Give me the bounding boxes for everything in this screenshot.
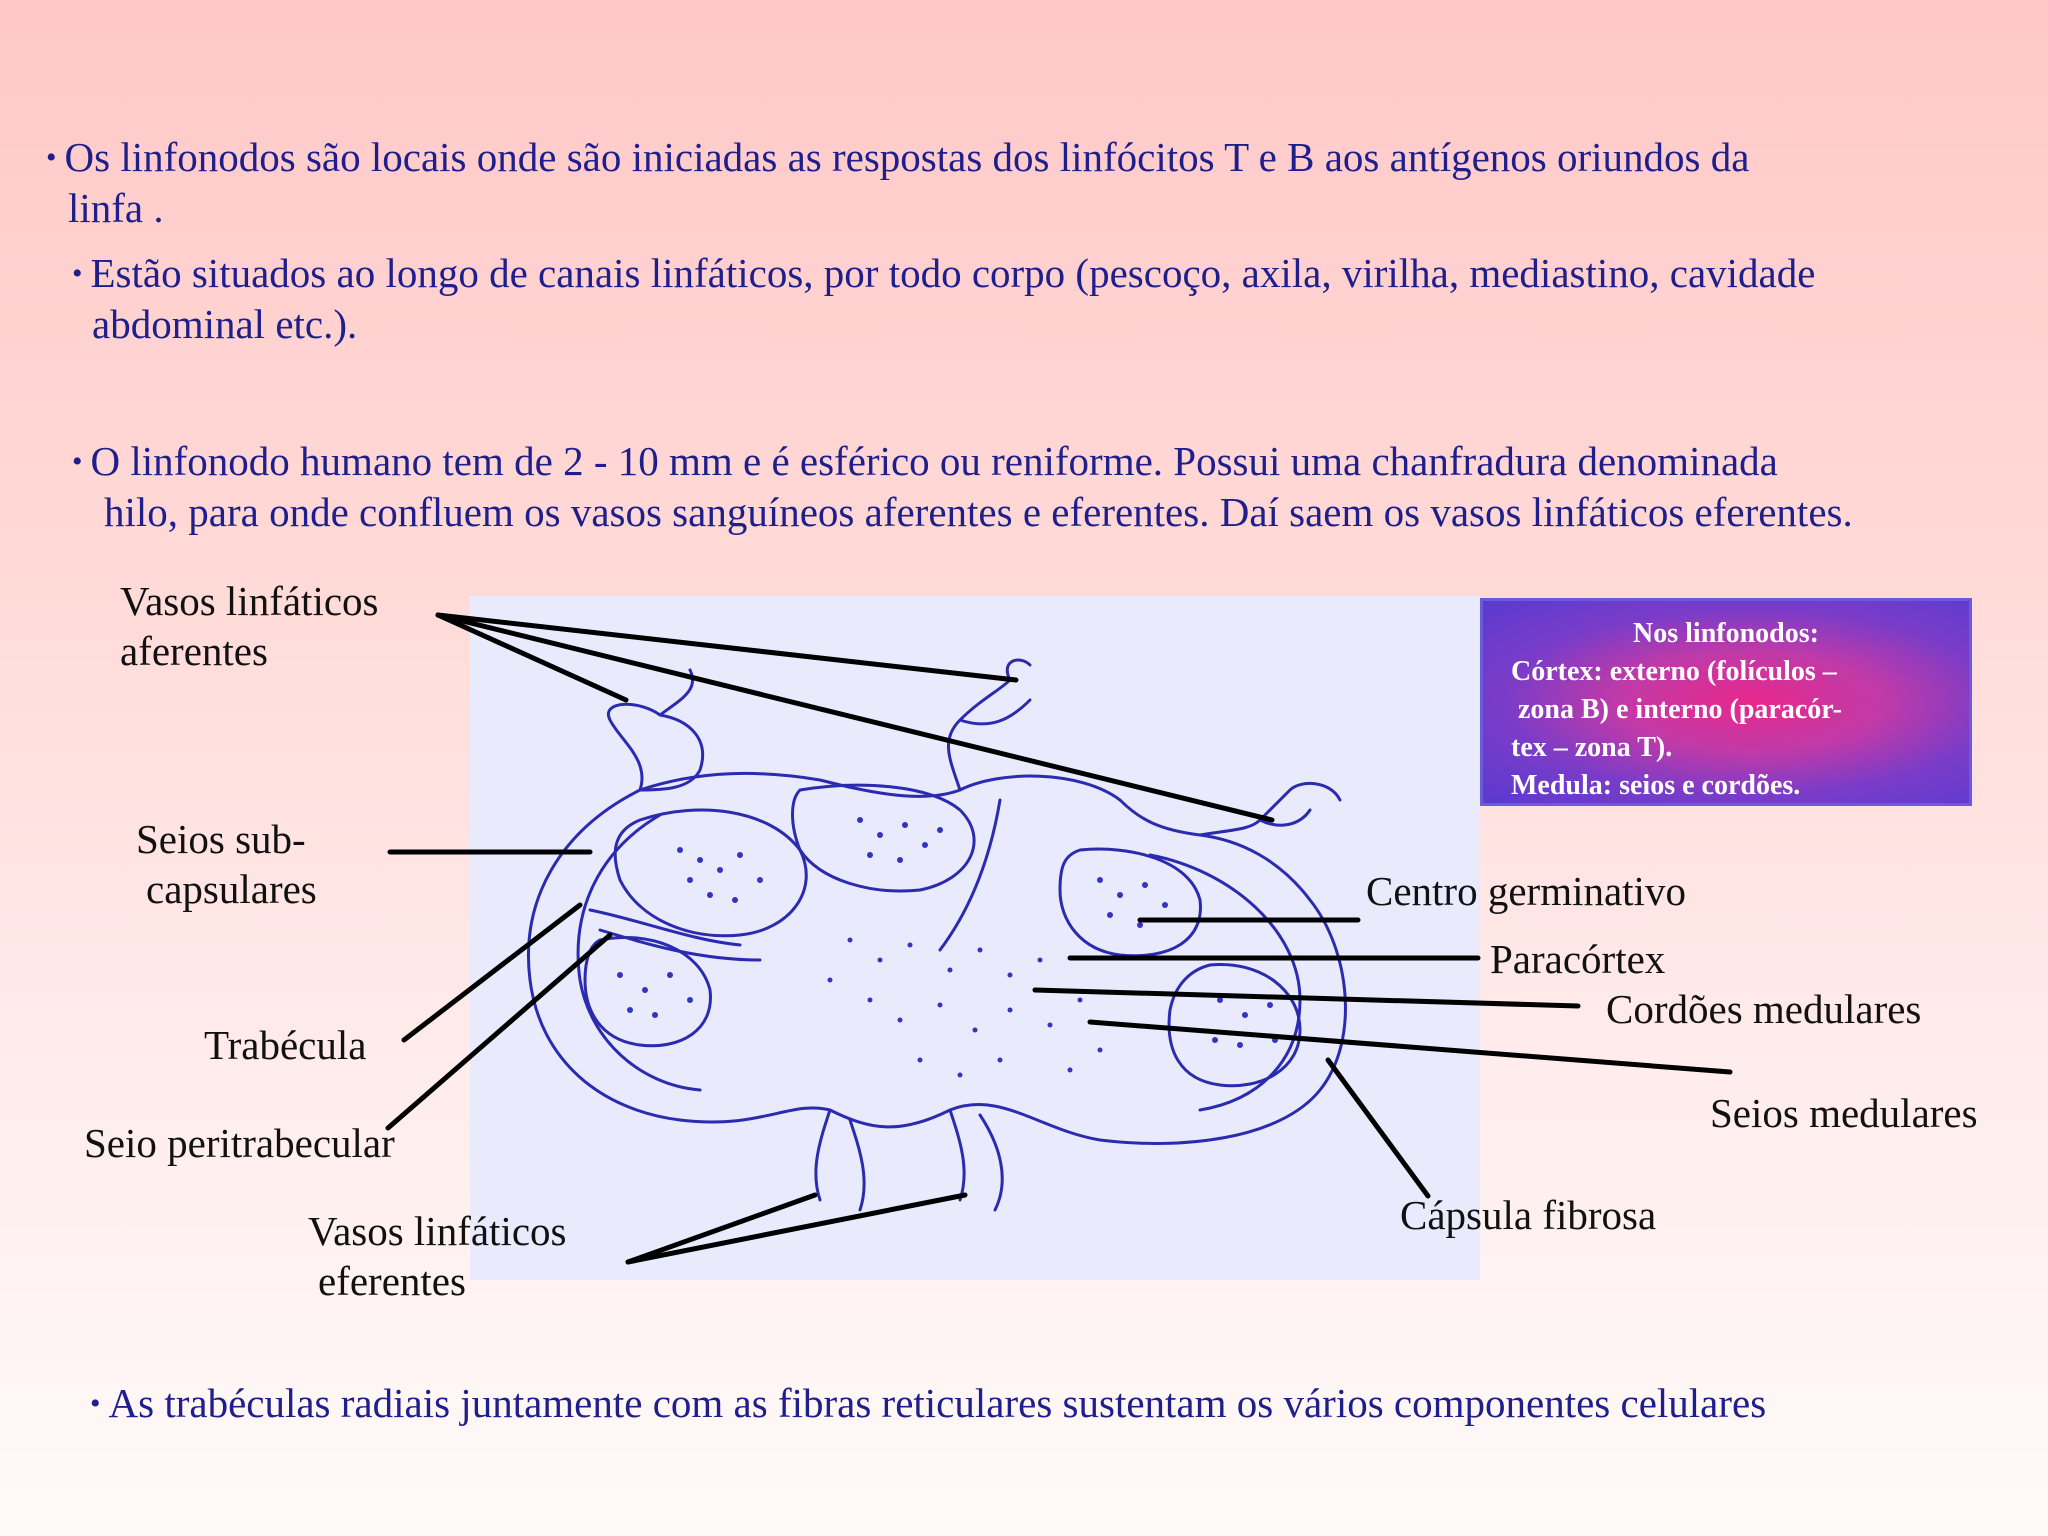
bullet-dot: • (72, 257, 83, 290)
leader-efferent-2 (628, 1195, 965, 1262)
follicle-right (1060, 849, 1200, 956)
label-trabecula: Trabécula (204, 1022, 367, 1068)
info-box-line: tex – zona T). (1511, 732, 1673, 763)
label-seios-medulares: Seios medulares (1710, 1090, 1978, 1136)
bullet-4: • As trabéculas radiais juntamente com as fibras reticulares sustentam os vários componentes celulares (90, 1380, 1767, 1426)
info-box-title: Nos linfonodos: (1633, 618, 1819, 649)
info-box (1480, 598, 1972, 806)
leader-trabecula (404, 905, 580, 1040)
trabecula-line (590, 800, 1000, 960)
leader-cordoes (1035, 990, 1578, 1006)
label-paracortex: Paracórtex (1490, 936, 1666, 982)
follicle-top (793, 785, 975, 891)
follicle-left (615, 810, 806, 936)
bullet-2: • Estão situados ao longo de canais linfáticos, por todo corpo (pescoço, axila, virilha, mediastino, cavidade abdominal etc.). (72, 250, 1816, 347)
afferent-vessel-left (608, 670, 702, 790)
label-seio-peritrabecular: Seio peritrabecular (84, 1120, 395, 1166)
label-capsula-fibrosa: Cápsula fibrosa (1400, 1192, 1657, 1238)
bullet-dot: • (90, 1387, 101, 1420)
leader-seio-peritrabecular (388, 935, 610, 1128)
bullet-3: • O linfonodo humano tem de 2 - 10 mm e é esférico ou reniforme. Possui uma chanfradura denominada hilo, para onde confluem os vasos sanguíneos aferentes e eferentes. Daí saem os vasos linfáticos eferentes. (72, 438, 1853, 535)
efferent-vessel-left (816, 1110, 864, 1210)
label-vasos-aferentes: Vasos linfáticos aferentes (120, 578, 379, 674)
bullet-dot: • (72, 445, 83, 478)
info-box-line: zona B) e interno (paracór- (1511, 694, 1842, 725)
leader-capsula (1328, 1060, 1428, 1196)
bullet-1: • Os linfonodos são locais onde são iniciadas as respostas dos linfócitos T e B aos antígenos oriundos da linfa . (46, 134, 1750, 231)
info-box-line: Córtex: externo (folículos – (1511, 656, 1837, 687)
label-vasos-eferentes: Vasos linfáticos eferentes (308, 1208, 567, 1304)
cell-stippling (617, 817, 1278, 1078)
info-box-line: Medula: seios e cordões. (1511, 770, 1801, 801)
leader-afferent-2 (438, 615, 1016, 680)
label-seios-subcapsulares: Seios sub- capsulares (136, 816, 317, 912)
bullet-dot: • (46, 141, 57, 174)
label-cordoes-medulares: Cordões medulares (1606, 986, 1922, 1032)
subcapsular-sinus-line (578, 815, 1300, 1110)
label-centro-germinativo: Centro germinativo (1366, 868, 1686, 914)
follicle-lower-right (1169, 964, 1300, 1085)
